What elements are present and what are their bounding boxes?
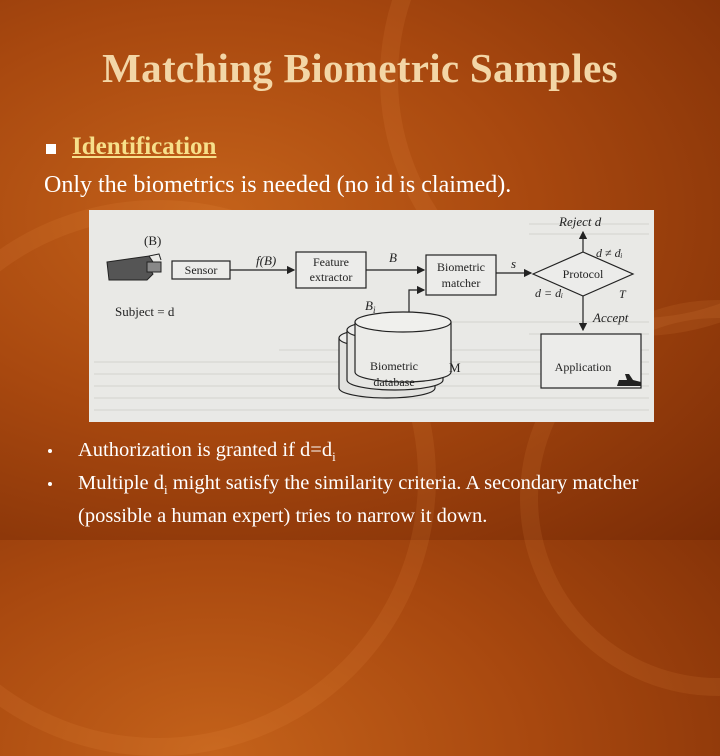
bullet-text-end: might satisfy the similarity criteria. A secondary matcher (possible a human expert) tries to narrow it down. <box>78 472 639 527</box>
database-label-1: Biometric <box>370 359 418 373</box>
feature-label-1: Feature <box>313 255 349 269</box>
m-label: M <box>449 360 461 375</box>
bi-label: $B_i$ <box>365 298 376 315</box>
subject-label: Subject = d <box>115 304 175 319</box>
bullet-item <box>44 470 684 529</box>
bullet-subscript: i <box>163 482 168 497</box>
database-to-matcher-arrow <box>409 290 424 312</box>
bullet-item <box>44 437 684 470</box>
square-bullet-icon <box>46 144 56 154</box>
sensor-label: Sensor <box>184 263 218 277</box>
f-of-b-label: f(B) <box>256 253 277 268</box>
accept-label: Accept <box>593 310 629 325</box>
hand-sensor-icon <box>107 254 161 280</box>
bullet-dot-icon <box>48 449 52 453</box>
t-label: T <box>619 287 626 301</box>
bullet-subscript: i <box>332 449 336 464</box>
d-not-equal-label: d ≠ dᵢ <box>596 246 623 260</box>
reject-label: Reject d <box>559 214 602 229</box>
intro-text: Only the biometrics is needed (no id is claimed). <box>44 172 512 198</box>
bullet-dot-icon <box>48 482 52 486</box>
bullet-list <box>44 437 684 529</box>
s-label: s <box>511 256 517 271</box>
matcher-label-2: matcher <box>441 276 481 290</box>
matcher-label-1: Biometric <box>437 260 485 274</box>
database-label-2: database <box>373 375 415 389</box>
slide-title: Matching Biometric Samples <box>102 45 618 91</box>
biometric-label: (B) <box>144 233 162 248</box>
protocol-label: Protocol <box>562 267 604 281</box>
identification-diagram <box>89 210 654 422</box>
feature-label-2: extractor <box>309 270 353 284</box>
d-equal-label: d = dᵢ <box>535 286 563 300</box>
bullet-text: Authorization is granted if d=d <box>78 439 333 461</box>
identification-heading <box>46 133 216 161</box>
application-label: Application <box>554 360 612 374</box>
b-label: B <box>389 250 397 265</box>
bullet-text: Multiple d <box>78 472 164 494</box>
heading-text: Identification <box>72 133 217 160</box>
